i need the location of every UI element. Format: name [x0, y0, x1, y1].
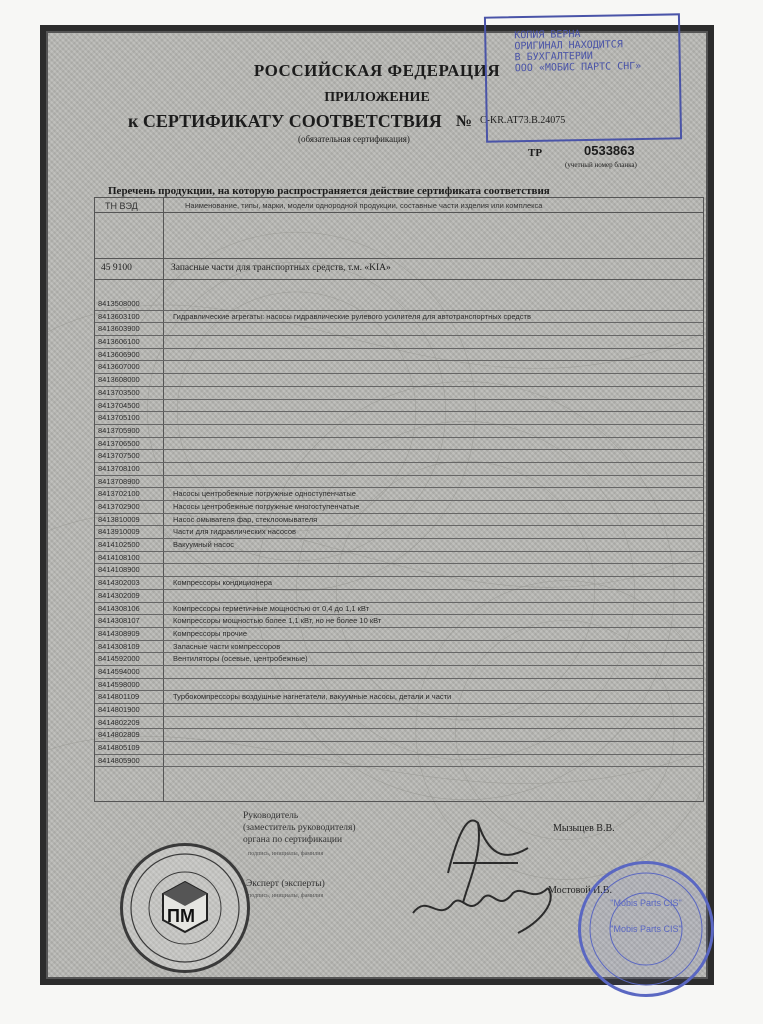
row-code: 8414801109 — [98, 692, 140, 702]
table-row — [95, 704, 703, 717]
row-code: 8413708100 — [98, 463, 140, 473]
row-code: 8414801900 — [98, 705, 140, 714]
row-description: Насосы центробежные погружные одноступенчатые — [173, 489, 356, 499]
row-description: Части для гидравлических насосов — [173, 527, 296, 537]
row-code: 8414308107 — [98, 616, 140, 626]
row-code: 8414592000 — [98, 654, 140, 664]
row-code: 8414805109 — [98, 743, 140, 753]
row-code: 8413606100 — [98, 337, 140, 347]
certificate-frame — [40, 25, 714, 985]
row-description: Компрессоры прочие — [173, 628, 248, 638]
table-row — [95, 641, 703, 654]
table-row — [95, 577, 703, 590]
row-code: 8413708900 — [98, 476, 140, 486]
row-code: 8414108900 — [98, 565, 140, 575]
row-code: 8414308109 — [98, 641, 140, 651]
table-row — [95, 476, 703, 489]
table-row — [95, 603, 703, 616]
row-code: 8413705900 — [98, 425, 140, 435]
table-row — [95, 311, 703, 324]
serial-number: 0533863 — [584, 143, 635, 158]
row-code: 8414108100 — [98, 552, 140, 562]
row-code: 8413508000 — [98, 299, 140, 308]
serial-note: (учетный номер бланка) — [565, 161, 637, 169]
stamp-line: КОПИЯ ВЕРНА — [514, 29, 581, 42]
row-code: 8414308106 — [98, 603, 140, 613]
table-row — [95, 615, 703, 628]
table-row — [95, 400, 703, 413]
table-row — [95, 438, 703, 451]
row-code: 8413608000 — [98, 375, 140, 385]
table-row — [95, 298, 703, 311]
row-code: 8413603900 — [98, 324, 140, 334]
header-code: ТН ВЭД — [105, 201, 138, 211]
row-code: 8414308909 — [98, 628, 140, 638]
header-description: Наименование, типы, марки, модели однородной продукции, составные части изделия или комплекса — [185, 201, 543, 210]
row-code: 8413704500 — [98, 400, 140, 410]
tr-label: ТР — [528, 147, 543, 159]
table-row — [95, 666, 703, 679]
certificate-title: к СЕРТИФИКАТУ СООТВЕТСТВИЯ — [128, 111, 442, 131]
table-row — [95, 323, 703, 336]
table-row — [95, 387, 703, 400]
row-code: 8413702900 — [98, 502, 140, 511]
row-code: 8413603100 — [98, 311, 140, 321]
certificate-sheet — [46, 31, 708, 979]
row-description: Турбокомпрессоры воздушные нагнетатели, вакуумные насосы, детали и части — [173, 692, 452, 702]
federation-title: РОССИЙСКАЯ ФЕДЕРАЦИЯ — [253, 61, 501, 80]
stamp-line: ОРИГИНАЛ НАХОДИТСЯ — [514, 39, 623, 53]
row-code: 8414102500 — [98, 540, 140, 550]
row-code: 8414805900 — [98, 755, 140, 765]
group-row — [95, 258, 703, 280]
row-code: 8414598000 — [98, 679, 140, 689]
certification-type: (обязательная сертификация) — [298, 134, 410, 144]
copy-stamp — [484, 13, 682, 142]
row-code: 8414802809 — [98, 730, 140, 740]
row-description: Вентиляторы (осевые, центробежные) — [173, 654, 308, 664]
row-code: 8413703500 — [98, 387, 140, 397]
row-description: Насос омывателя фар, стеклоомывателя — [173, 514, 318, 524]
row-code: 8414594000 — [98, 666, 140, 676]
row-description: Компрессоры герметичные мощностью от 0,4 до 1,1 кВт — [173, 603, 370, 613]
seal-logo-text: ПМ — [167, 906, 195, 926]
table-row — [95, 729, 703, 742]
table-row — [95, 374, 703, 387]
row-code: 8413607000 — [98, 362, 140, 372]
handwritten-signature-icon — [408, 793, 578, 943]
table-row — [95, 336, 703, 349]
table-row — [95, 450, 703, 463]
row-code: 8413707500 — [98, 451, 140, 461]
expert-name: Мостовой И.В. — [548, 885, 612, 896]
number-sign: № — [456, 113, 473, 130]
row-code: 8414802209 — [98, 717, 140, 727]
certificate-code: C-KR.AT73.B.24075 — [480, 115, 566, 126]
row-description: Гидравлические агрегаты: насосы гидравлические рулевого усилителя для автотранспортных средств — [173, 311, 531, 321]
group-code: 45 9100 — [101, 263, 132, 273]
header-line — [95, 212, 703, 213]
product-table — [94, 197, 704, 802]
table-row — [95, 653, 703, 666]
product-list-title: Перечень продукции, на которую распространяется действие сертификата соответствия — [108, 185, 550, 197]
table-row — [95, 463, 703, 476]
group-description: Запасные части для транспортных средств, т.м. «KIA» — [171, 263, 391, 273]
seal-bottom-text: "Mobis Parts CIS" — [610, 924, 682, 934]
row-code: 8414302009 — [98, 590, 140, 600]
table-row — [95, 425, 703, 438]
stamp-line: ООО «МОБИС ПАРТС СНГ» — [514, 60, 642, 75]
head-label-3: органа по сертификации — [243, 835, 343, 845]
table-row — [95, 361, 703, 374]
table-row — [95, 742, 703, 755]
table-row — [95, 412, 703, 425]
row-code: 8413910009 — [98, 527, 140, 537]
row-code: 8413702100 — [98, 489, 140, 499]
table-row — [95, 691, 703, 704]
table-row — [95, 349, 703, 362]
table-row — [95, 514, 703, 527]
row-description: Запасные части компрессоров — [173, 641, 281, 651]
table-rows — [95, 298, 703, 767]
expert-label: Эксперт (эксперты) — [246, 879, 325, 889]
row-code: 8414302003 — [98, 578, 140, 588]
head-label-2: (заместитель руководителя) — [243, 823, 356, 833]
company-seal — [578, 861, 714, 997]
certification-body-seal — [120, 843, 250, 973]
table-row — [95, 564, 703, 577]
head-label-1: Руководитель — [243, 811, 299, 821]
table-row — [95, 526, 703, 539]
row-code: 8413606900 — [98, 349, 140, 359]
row-code: 8413706500 — [98, 438, 140, 448]
row-code: 8413705100 — [98, 413, 140, 423]
row-description: Компрессоры кондиционера — [173, 578, 273, 588]
seal-top-text: "Mobis Parts CIS" — [610, 898, 682, 908]
row-description: Вакуумный насос — [173, 540, 234, 550]
table-row — [95, 488, 703, 501]
table-row — [95, 679, 703, 692]
table-row — [95, 755, 703, 768]
table-row — [95, 501, 703, 514]
row-description: Насосы центробежные погружные многоступенчатые — [173, 502, 360, 511]
row-description: Компрессоры мощностью более 1,1 кВт, но не более 10 кВт — [173, 616, 382, 626]
expert-sub-label: подпись, инициалы, фамилия — [248, 893, 324, 899]
row-code: 8413810009 — [98, 514, 140, 524]
table-row — [95, 590, 703, 603]
table-row — [95, 539, 703, 552]
appendix-title: ПРИЛОЖЕНИЕ — [324, 90, 430, 105]
stamp-line: В БУХГАЛТЕРИИ — [514, 50, 594, 64]
table-row — [95, 552, 703, 565]
head-name: Мызыцев В.В. — [553, 823, 615, 834]
table-row — [95, 717, 703, 730]
table-row — [95, 628, 703, 641]
head-sub-label: подпись, инициалы, фамилия — [248, 851, 324, 857]
